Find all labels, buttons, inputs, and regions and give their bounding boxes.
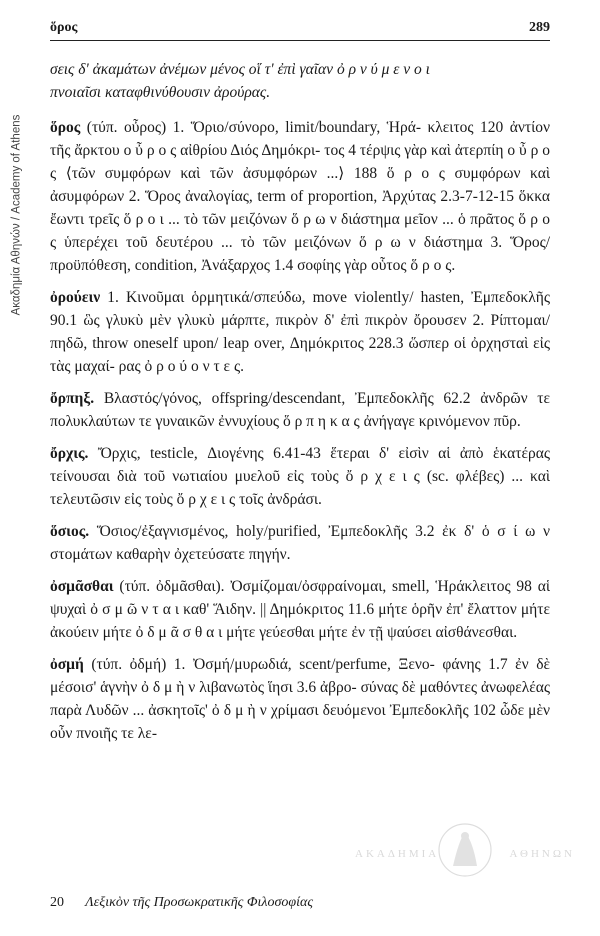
entry-continuation — [50, 58, 550, 104]
lemma: ὀσμᾶσθαι — [50, 578, 114, 595]
text-line: 11.6 μήτε ὁρῆν ἐπ' ἔλαττον μήτε ἀκούειν μήτε ὀ δ μ ᾶ σ θ α ι μήτε — [50, 601, 550, 641]
text-line: ἀπὸ ἑκατέρας τείνουσαι διὰ τοῦ νωτιαίου μυελοῦ εἰς τοὺς ὄ ρ χ ε ι ς — [50, 445, 551, 485]
text-line: ἀσυμφόρων ...⟩ 188 ὅ ρ ο ς συμφόρων καὶ ἀσυμφόρων 2. Ὅρος — [50, 165, 551, 205]
text-line: 1. Κινοῦμαι ὁρμητικά/σπεύδω, move violently/ — [107, 289, 414, 306]
lemma: ὀσμή — [50, 656, 84, 673]
text-line: (τύπ. ὀδμᾶσθαι). Ὀσμίζομαι/ὀσφραίνομαι, smell, — [119, 578, 430, 595]
footer-page-number: 20 — [50, 895, 64, 910]
text-line: (sc. φλέβες) ... καὶ τελευτῶσιν εἰς τοὺς ὄ ρ χ ε ι ς τοῖς ἀνδράσι. — [50, 468, 551, 508]
lemma: ὅσιος. — [50, 523, 90, 540]
entry-oros — [50, 116, 550, 277]
text-line: τρεῖς ὅ ρ ο ι ... τὸ τῶν μειζόνων ὅ ρ ω ν διάστημα μεῖον ... ὁ — [88, 211, 466, 228]
header-page-number: 289 — [529, 20, 550, 35]
text-line: φάνης 1.7 ἐν δὲ μέσοισ' ἁγνὴν ὀ δ μ ὴ ν λιβανωτὸς ἵησι 3.6 ἀβρο- — [50, 656, 551, 696]
text-line: Ὄρχις, testicle, Διογένης 6.41-43 ἕτεραι δ' εἰσὶν αἱ — [97, 445, 451, 462]
text-line: γεύεσθαι μήτε ἐν τῇ ψαύσει αἰσθάνεσθαι. — [259, 624, 518, 641]
text-line: σύνας δὲ μαθόντες ἀνωφελέας παρὰ Λυδῶν ... ἀσκητοῖς' ὀ δ μ ὴ ν — [50, 679, 550, 719]
running-footer — [50, 895, 313, 911]
text-line: hasten, Ἐμπεδοκλῆς 90.1 ὣς γλυκὺ μὲν γλυκὺ μάρπτε, πικρὸν — [50, 289, 550, 329]
side-label-text: Ακαδημία Αθηνών / Academy of Athens — [10, 114, 23, 316]
lemma: ὄρπηξ. — [50, 390, 95, 407]
text-line: ἀναλογίας, term of proportion, Ἀρχύτας 2.3-7-12-15 ὅκκα ἔωντι — [50, 188, 550, 228]
text-line: Ἡράκλειτος 98 αἱ ψυχαὶ ὀ σ μ ῶ ν τ α ι καθ' Ἅιδην. || Δημόκριτος — [50, 578, 550, 618]
entry-orphex — [50, 387, 550, 433]
text-line: ρας ὀ ρ ο ύ ο ν τ ε ς. — [118, 358, 244, 375]
text-line: leap over, Δημόκριτος 228.3 ὥσπερ οἱ ὀρχησταὶ εἰς τὰς μαχαί- — [50, 335, 550, 375]
text-line: Βλαστός/γόνος, offspring/descendant, Ἐμπεδοκλῆς — [103, 390, 434, 407]
entry-osios — [50, 520, 550, 566]
text-line: πρᾶτος ὅ ρ ο ς ὑπερέχει τοῦ δευτέρου ... τὸ τῶν μειζόνων ὅ ρ ω ν — [50, 211, 551, 251]
text-line: ἀνήγαγε κρινόμενον πῦρ. — [363, 413, 521, 430]
text-line: ἐκ δ' ὁ σ ί ω ν στομάτων καθαρὴν ὀχετεύσατε πηγήν. — [50, 523, 551, 563]
side-label — [6, 50, 26, 380]
text-line: 62.2 ἀνδρῶν τε πολυκλαύτων τε γυναικῶν ἐννυχίους ὅ ρ π η κ α ς — [50, 390, 551, 430]
footer-title: Λεξικὸν τῆς Προσωκρατικῆς Φιλοσοφίας — [85, 895, 314, 910]
text-line: χρίμασι δευόμενοι Ἐμπεδοκλῆς 102 ὧδε μὲν οὖν πνοιῆς τε λε- — [50, 702, 551, 742]
text-line: (τύπ. ὀδμή) 1. Ὀσμή/μυρωδιά, scent/perfume, Ξενο- — [91, 656, 435, 673]
text-line: δ' ἐπὶ πικρὸν ὄρουσεν 2. Ρίπτομαι/πηδῶ, throw oneself upon/ — [50, 312, 551, 352]
text-line: διάστημα 3. Ὅρος/προϋπόθεση, condition, Ἀνάξαρχος 1.4 σοφίης — [50, 234, 551, 274]
entry-osme — [50, 653, 550, 745]
academy-watermark — [355, 820, 575, 880]
text-line: κλειτος 120 ἀντίον τῆς ἄρκτου ο ὖ ρ ο ς αἰθρίου Διός Δημόκρι- — [50, 119, 550, 159]
running-header — [50, 18, 550, 41]
lemma: ὀρούειν — [50, 289, 101, 306]
text-line: (τύπ. οὖρος) 1. Ὅριο/σύνορο, limit/boundary, Ἡρά- — [86, 119, 421, 136]
dictionary-body — [50, 58, 550, 754]
text-line: Ὅσιος/ἐξαγνισμένος, holy/purified, Ἐμπεδοκλῆς 3.2 — [96, 523, 435, 540]
watermark-text-right: ΑΘΗΝΩΝ — [509, 848, 575, 860]
header-headword: ὅρος — [50, 20, 78, 35]
text-line: πνοιαῖσι καταφθινύθουσιν ἀρούρας. — [50, 84, 271, 101]
lemma: ὅρος — [50, 119, 81, 136]
entry-orchis — [50, 442, 550, 511]
text-line: γὰρ οὗτος ὅ ρ ο ς. — [344, 257, 456, 274]
lemma: ὄρχις. — [50, 445, 89, 462]
entry-orouein — [50, 286, 550, 378]
text-line: τος 4 τέρψις γὰρ καὶ ἀτερπίη ο ὖ ρ ο ς ⟨τῶν συμφόρων καὶ τῶν — [50, 142, 551, 182]
text-line: σεις δ' ἀκαμάτων ἀνέμων μένος οἵ τ' ἐπὶ γαῖαν ὀ ρ ν ύ μ ε ν ο ι — [50, 61, 430, 78]
watermark-text-left: ΑΚΑΔΗΜΙΑ — [355, 848, 440, 860]
entry-osmasthai — [50, 575, 550, 644]
